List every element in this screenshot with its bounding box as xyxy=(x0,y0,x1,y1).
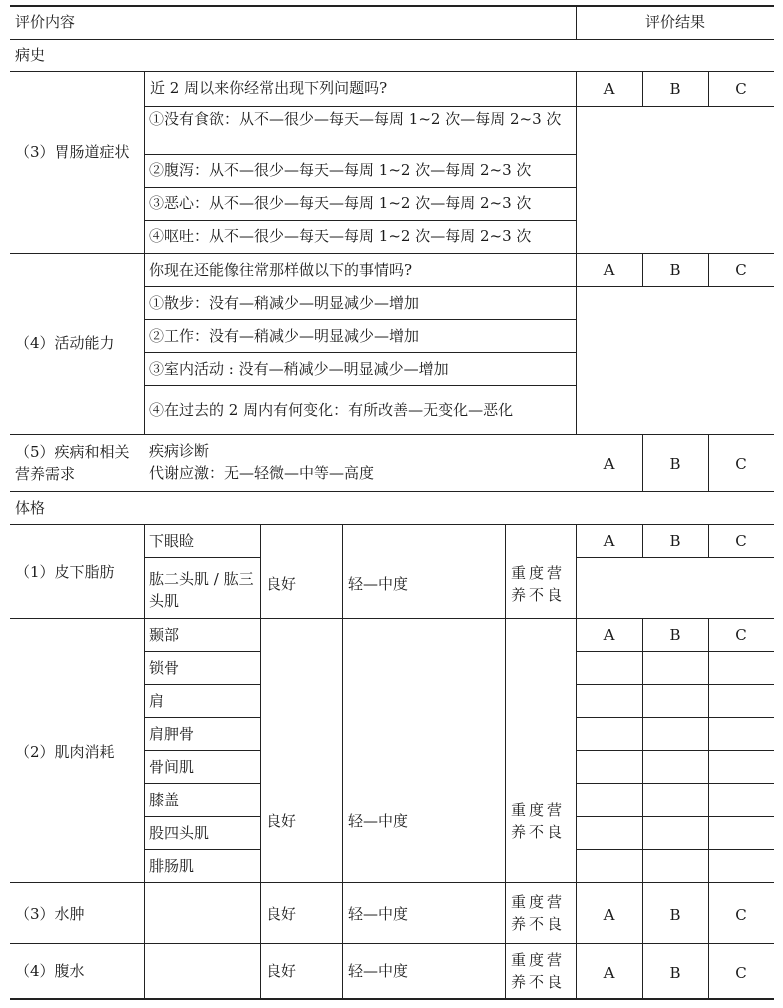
row-line xyxy=(10,943,774,944)
col-line xyxy=(342,524,343,998)
row-line xyxy=(576,750,774,751)
assessment-table xyxy=(10,5,774,1000)
gi-option-a: A xyxy=(603,80,615,98)
activity-item-work: ②工作：没有—稍减少—明显减少—增加 xyxy=(149,327,420,345)
fat-option-c: C xyxy=(735,532,747,550)
col-line xyxy=(576,71,577,434)
ascites-option-a: A xyxy=(603,964,615,982)
gi-question: 近 2 周以来你经常出现下列问题吗? xyxy=(150,79,388,97)
disease-diagnosis: 疾病诊断 xyxy=(149,442,210,460)
muscle-site-scapula: 肩胛骨 xyxy=(149,725,195,743)
disease-label: （5）疾病和相关营养需求 xyxy=(15,443,130,483)
row-line xyxy=(10,618,774,619)
muscle-option-a: A xyxy=(603,626,615,644)
edema-grade-good: 良好 xyxy=(266,905,297,923)
row-line xyxy=(144,557,260,558)
section-history-title: 病史 xyxy=(15,46,46,64)
gi-option-c: C xyxy=(735,80,747,98)
muscle-site-clavicle: 锁骨 xyxy=(149,659,180,677)
fat-grade-severe: 重度营养不良 xyxy=(511,564,566,604)
row-line xyxy=(144,385,576,386)
edema-grade-mild: 轻—中度 xyxy=(348,905,409,923)
col-line xyxy=(576,524,577,998)
section-physical-title: 体格 xyxy=(15,499,46,517)
fat-label: （1）皮下脂肪 xyxy=(15,563,115,581)
row-line xyxy=(144,319,576,320)
row-line xyxy=(10,434,774,435)
gi-option-b: B xyxy=(669,80,681,98)
row-line xyxy=(144,220,576,221)
gi-item-vomiting: ④呕吐：从不—很少—每天—每周 1~2 次—每周 2~3 次 xyxy=(149,227,532,245)
row-line xyxy=(144,816,260,817)
table-top-border xyxy=(10,5,774,7)
edema-option-b: B xyxy=(669,906,681,924)
row-line xyxy=(144,651,260,652)
edema-option-a: A xyxy=(603,906,615,924)
muscle-site-quadriceps: 股四头肌 xyxy=(149,824,210,842)
disease-option-b: B xyxy=(669,455,681,473)
ascites-option-b: B xyxy=(669,964,681,982)
row-line xyxy=(144,684,260,685)
muscle-site-temple: 颞部 xyxy=(149,626,180,644)
muscle-label: （2）肌肉消耗 xyxy=(15,743,115,761)
activity-item-indoor: ③室内活动 : 没有—稍减少—明显减少—增加 xyxy=(149,360,449,378)
row-line xyxy=(576,849,774,850)
fat-site-eyelid: 下眼睑 xyxy=(149,532,195,550)
fat-option-a: A xyxy=(603,532,615,550)
col-line xyxy=(642,618,643,882)
muscle-site-calf: 腓肠肌 xyxy=(149,857,195,875)
activity-question: 你现在还能像往常那样做以下的事情吗? xyxy=(149,261,413,279)
ascites-grade-good: 良好 xyxy=(266,962,297,980)
activity-option-b: B xyxy=(669,261,681,279)
header-results: 评价结果 xyxy=(644,13,705,31)
edema-label: （3）水肿 xyxy=(15,905,85,923)
col-line xyxy=(505,524,506,998)
table-bottom-border xyxy=(10,998,774,1000)
row-line xyxy=(576,717,774,718)
fat-option-b: B xyxy=(669,532,681,550)
fat-site-arm: 肱二头肌 / 肱三头肌 xyxy=(149,570,254,610)
muscle-grade-severe: 重度营养不良 xyxy=(511,801,566,841)
disease-option-a: A xyxy=(603,455,615,473)
gi-item-nausea: ③恶心：从不—很少—每天—每周 1~2 次—每周 2~3 次 xyxy=(149,194,532,212)
row-line xyxy=(576,783,774,784)
fat-grade-good: 良好 xyxy=(266,575,297,593)
muscle-site-interosseous: 骨间肌 xyxy=(149,758,195,776)
row-line xyxy=(144,717,260,718)
col-line xyxy=(144,524,145,998)
activity-item-change: ④在过去的 2 周内有何变化：有所改善—无变化—恶化 xyxy=(149,401,514,419)
row-line xyxy=(10,524,774,525)
fat-grade-mild: 轻—中度 xyxy=(348,575,409,593)
ascites-grade-severe: 重度营养不良 xyxy=(511,951,566,991)
ascites-grade-mild: 轻—中度 xyxy=(348,962,409,980)
ascites-label: （4）腹水 xyxy=(15,962,85,980)
row-line xyxy=(10,71,774,72)
row-line xyxy=(144,286,774,287)
muscle-grade-mild: 轻—中度 xyxy=(348,812,409,830)
row-line xyxy=(10,882,774,883)
muscle-grade-good: 良好 xyxy=(266,812,297,830)
row-line xyxy=(576,651,774,652)
row-line xyxy=(576,557,774,558)
row-line xyxy=(144,849,260,850)
muscle-site-shoulder: 肩 xyxy=(149,692,165,710)
muscle-option-c: C xyxy=(735,626,747,644)
row-line xyxy=(10,491,774,492)
row-line xyxy=(10,253,774,254)
row-line xyxy=(144,187,576,188)
row-line xyxy=(576,816,774,817)
row-line xyxy=(10,39,774,40)
edema-option-c: C xyxy=(735,906,747,924)
row-line xyxy=(144,154,576,155)
activity-option-a: A xyxy=(603,261,615,279)
ascites-option-c: C xyxy=(735,964,747,982)
gi-item-appetite: ①没有食欲：从不—很少—每天—每周 1~2 次—每周 2~3 次 xyxy=(149,110,562,128)
row-line xyxy=(144,352,576,353)
disease-stress: 代谢应激：无—轻微—中等—高度 xyxy=(149,464,375,482)
header-content: 评价内容 xyxy=(15,13,76,31)
activity-option-c: C xyxy=(735,261,747,279)
gi-symptoms-label: （3）胃肠道症状 xyxy=(15,143,130,161)
col-line xyxy=(708,618,709,882)
activity-label: （4）活动能力 xyxy=(15,334,115,352)
muscle-site-knee: 膝盖 xyxy=(149,791,180,809)
row-line xyxy=(576,684,774,685)
gi-item-diarrhea: ②腹泻：从不—很少—每天—每周 1~2 次—每周 2~3 次 xyxy=(149,161,532,179)
row-line xyxy=(144,783,260,784)
col-line xyxy=(260,524,261,998)
muscle-option-b: B xyxy=(669,626,681,644)
activity-item-walk: ①散步：没有—稍减少—明显减少—增加 xyxy=(149,294,420,312)
col-line xyxy=(144,71,145,434)
disease-option-c: C xyxy=(735,455,747,473)
row-line xyxy=(144,750,260,751)
row-line xyxy=(144,106,774,107)
edema-grade-severe: 重度营养不良 xyxy=(511,893,566,933)
